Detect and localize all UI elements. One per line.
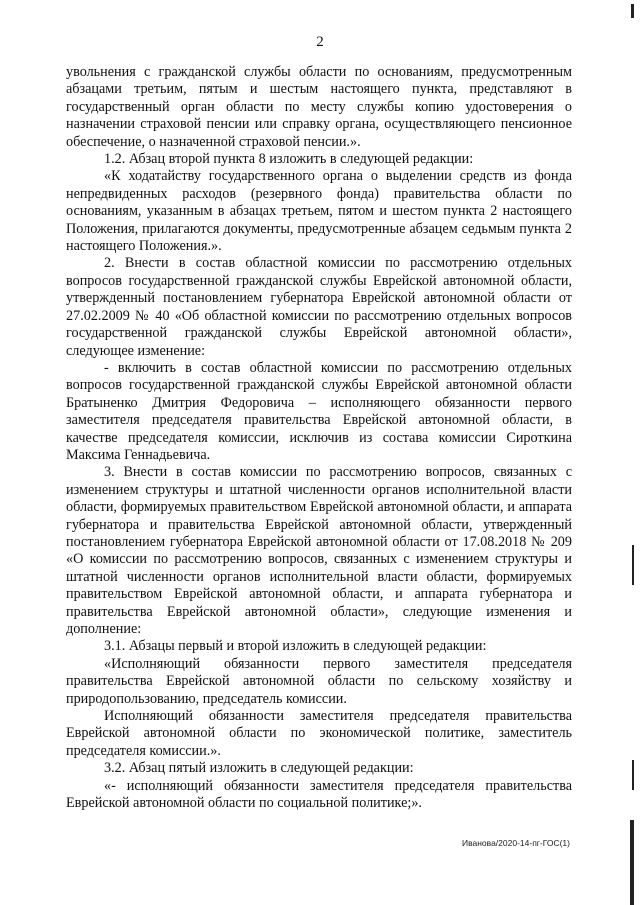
scan-edge-mark — [632, 760, 634, 790]
paragraph-3-1-text-a: «Исполняющий обязанности первого заместителя председателя правительства Еврейской автономной области по сельскому хозяйству и природопользованию, председатель комиссии. — [66, 655, 572, 707]
paragraph-3-2: 3.2. Абзац пятый изложить в следующей редакции: — [104, 760, 414, 777]
paragraph-2-item: - включить в состав областной комиссии по рассмотрению отдельных вопросов государственной гражданской службы Еврейской автономной области Братыненко Дмитрия Федоровича – исполняющего обязанности первого заместителя председателя правительства Еврейской автономной области, в качестве председателя комиссии, исключив из состава комиссии Сироткина Максима Геннадьевича. — [66, 359, 572, 463]
paragraph-3: 3. Внести в состав комиссии по рассмотрению вопросов, связанных с изменением структуры и штатной численности органов исполнительной власти области, формируемых правительством Еврейской автономной области, и аппарата губернатора и правительства Еврейской автономной области, утвержденный постановлением губернатора Еврейской автономной области от 17.08.2018 № 209 «О комиссии по рассмотрению вопросов, связанных с изменением структуры и штатной численности органов исполнительной власти области, формируемых правительством Еврейской автономной области, и аппарата губернатора и правительства Еврейской автономной области», следующие изменения и дополнение: — [66, 464, 572, 637]
scan-edge-mark — [632, 545, 634, 585]
paragraph-3-1: 3.1. Абзацы первый и второй изложить в следующей редакции: — [104, 638, 487, 655]
page-number: 2 — [316, 34, 324, 50]
paragraph-continuation: увольнения с гражданской службы области по основаниям, предусмотренным абзацами третьим, пятым и шестым настоящего пункта, представляют в государственный орган области по месту службы копию удостоверения о назначении страховой пенсии или справку органа, осуществляющего пенсионное обеспечение, о назначенной страховой пенсии.». — [66, 64, 572, 150]
scan-edge-mark — [631, 4, 634, 18]
paragraph-1-2: 1.2. Абзац второй пункта 8 изложить в следующей редакции: — [104, 151, 474, 168]
paragraph-3-2-text: «- исполняющий обязанности заместителя председателя правительства Еврейской автономной области по социальной политике;». — [66, 777, 572, 812]
paragraph-1-2-text: «К ходатайству государственного органа о выделении средств из фонда непредвиденных расходов (резервного фонда) правительства области по основаниям, указанным в абзацах третьем, пятом и шестом пункта 2 настоящего Положения, прилагаются документы, предусмотренные абзацем седьмым пункта 2 настоящего Положения.». — [66, 168, 572, 255]
document-body — [66, 64, 572, 812]
document-footer-code: Иванова/2020-14-пг-ГОС(1) — [461, 838, 570, 848]
paragraph-3-1-text-b: Исполняющий обязанности заместителя председателя правительства Еврейской автономной области по экономической политике, заместитель председателя комиссии.». — [66, 708, 572, 759]
paragraph-2: 2. Внести в состав областной комиссии по рассмотрению отдельных вопросов государственной гражданской службы Еврейской автономной области, утвержденный постановлением губернатора Еврейской автономной области от 27.02.2009 № 40 «Об областной комиссии по рассмотрению отдельных вопросов государственной гражданской службы Еврейской автономной области», следующее изменение: — [66, 255, 572, 359]
scan-edge-mark — [630, 820, 634, 905]
